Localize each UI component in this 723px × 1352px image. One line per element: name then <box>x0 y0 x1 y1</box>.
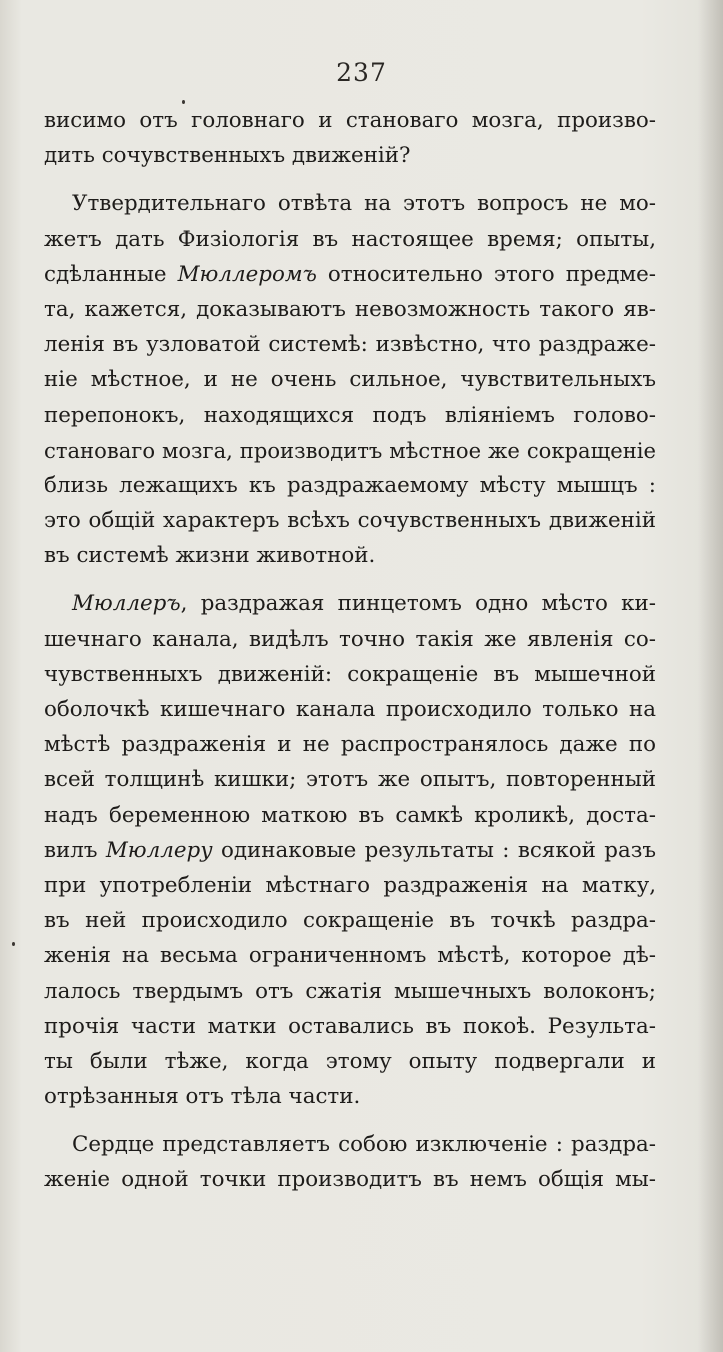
text-line: лалось твердымъ отъ сжатія мышечныхъ волоконъ; <box>44 978 656 1004</box>
text-line: Сердце представляетъ собою изключеніе : раздра- <box>72 1132 656 1158</box>
text-line: надъ беременною маткою въ самкѣ кроликѣ, доста- <box>44 802 656 828</box>
author-name: Мюллеръ <box>72 591 181 617</box>
text-line: отрѣзанныя отъ тѣла части. <box>44 1084 361 1110</box>
paragraph-continuation <box>44 103 656 173</box>
text-line: близь лежащихъ къ раздражаемому мѣсту мышцъ : <box>44 472 656 498</box>
ink-speck <box>12 942 15 946</box>
text-line: Утвердительнаго отвѣта на этотъ вопросъ не мо- <box>72 191 656 217</box>
page-number: 237 <box>336 58 387 87</box>
text-line: ты были тѣже, когда этому опыту подвергали и <box>44 1048 656 1074</box>
text-line: оболочкѣ кишечнаго канала происходило только на <box>44 697 656 722</box>
paragraph-heart-exception <box>44 1127 656 1197</box>
text-line: та, кажется, доказываютъ невозможность такого яв- <box>44 296 656 322</box>
text-line: всей толщинѣ кишки; этотъ же опытъ, повторенный <box>44 767 656 793</box>
text-line: прочія части матки оставались въ покоѣ. Результа- <box>44 1013 656 1039</box>
text-line: шечнаго канала, видѣлъ точно такія же явленія со- <box>44 626 656 652</box>
text-line: въ системѣ жизни животной. <box>44 543 376 569</box>
text-line: Мюллеръ, раздражая пинцетомъ одно мѣсто ки- <box>72 591 656 617</box>
text-line: женія на весьма ограниченномъ мѣстѣ, которое дѣ- <box>44 943 656 969</box>
text-line: женіе одной точки производитъ въ немъ общія мы- <box>44 1167 656 1193</box>
paragraph-affirmative-answer <box>44 186 656 573</box>
text-line: чувственныхъ движеній: сокращеніе въ мышечной <box>44 661 656 687</box>
paragraph-mueller-experiment <box>44 586 656 1114</box>
author-name: Мюллеромъ <box>177 261 317 287</box>
author-name: Мюллеру <box>105 837 213 863</box>
text-line: при употребленіи мѣстнаго раздраженія на матку, <box>44 872 656 898</box>
text-line: вилъ Мюллеру одинаковые результаты : всякой разъ <box>44 837 656 863</box>
text-line: висимо отъ головнаго и становаго мозга, произво- <box>44 108 656 133</box>
text-line: ленія въ узловатой системѣ: извѣстно, что раздраже- <box>44 332 656 358</box>
page-edge-shadow <box>697 0 723 1352</box>
text-line: ніе мѣстное, и не очень сильное, чувствительныхъ <box>44 367 656 393</box>
text-line: перепонокъ, находящихся подъ вліяніемъ голово- <box>44 402 656 428</box>
text-line: въ ней происходило сокращеніе въ точкѣ раздра- <box>44 908 656 934</box>
text-line: жетъ дать Физіологія въ настоящее время; опыты, <box>44 226 656 252</box>
text-line: сдѣланные Мюллеромъ относительно этого предме- <box>44 261 656 287</box>
ink-speck <box>182 100 185 104</box>
text-line: дить сочувственныхъ движеній? <box>44 143 411 169</box>
text-line: мѣстѣ раздраженія и не распространялось даже по <box>44 732 656 758</box>
text-line: это общій характеръ всѣхъ сочувственныхъ движеній <box>44 508 656 534</box>
text-line: становаго мозга, производитъ мѣстное же сокращеніе <box>44 437 656 463</box>
body-text <box>44 103 656 1198</box>
